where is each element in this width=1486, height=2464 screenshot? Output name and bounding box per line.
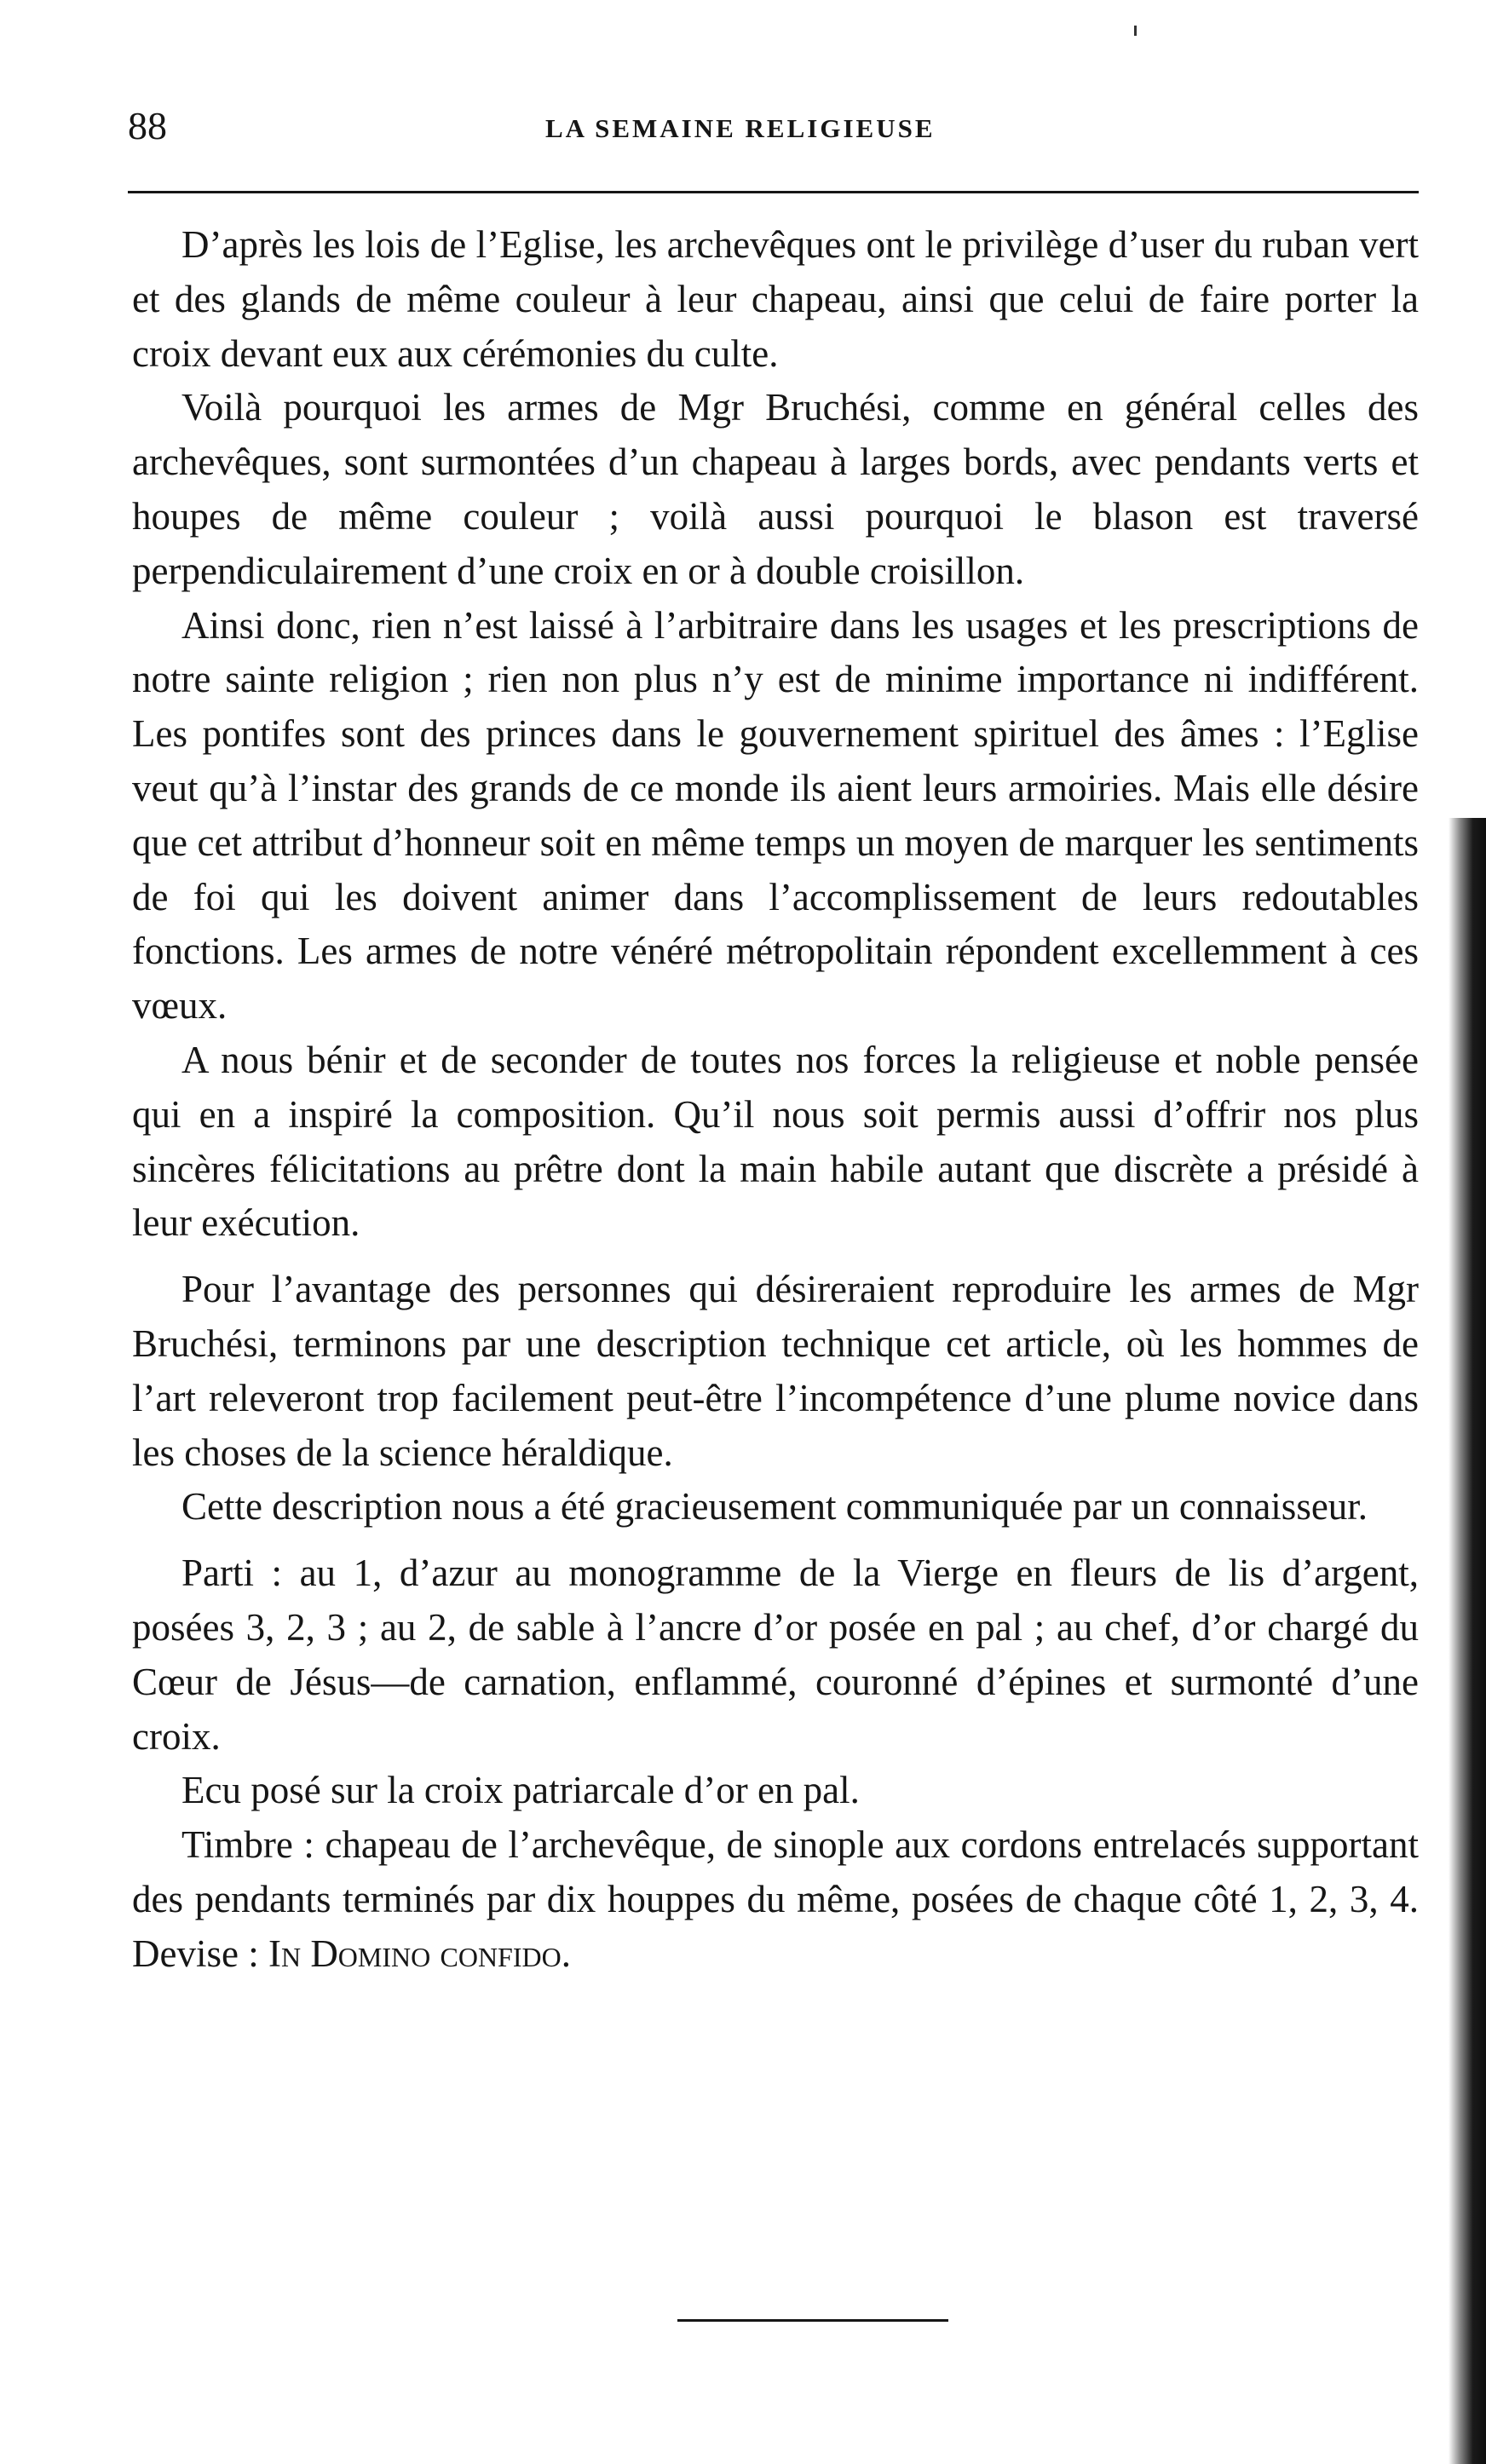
paragraph: Cette description nous a été gracieusement communiquée par un connaisseur.	[181, 1485, 1368, 1528]
timbre-text: Timbre : chapeau de l’archevêque, de sinople aux cordons entrelacés supportant des pendants terminés par dix houppes du même, posées de chaque côté 1, 2, 3, 4. Devise :	[132, 1823, 1419, 1975]
motto: In Domino confido.	[268, 1931, 571, 1975]
body-text	[132, 218, 1419, 1982]
paragraph: D’après les lois de l’Eglise, les archevêques ont le privilège d’user du ruban vert et des glands de même couleur à leur chapeau, ainsi que celui de faire porter la croix devant eux aux cérémonies du culte.	[132, 223, 1419, 375]
header-rule	[128, 191, 1419, 193]
paragraph-timbre	[132, 1818, 1419, 1981]
end-rule	[677, 2319, 948, 2322]
paragraph: A nous bénir et de seconder de toutes nos forces la religieuse et noble pensée qui en a inspiré la composition. Qu’il nous soit permis aussi d’offrir nos plus sincères félicitations au prêtre dont la main habile autant que discrète a présidé à leur exécution.	[132, 1038, 1419, 1245]
paragraph: Pour l’avantage des personnes qui désireraient reproduire les armes de Mgr Bruchési, terminons par une description technique cet article, où les hommes de l’art releveront trop facilement peut-être l’incompétence d’une plume novice dans les choses de la science héraldique.	[132, 1268, 1419, 1474]
page-number: 88	[128, 104, 167, 147]
paragraph: Ainsi donc, rien n’est laissé à l’arbitraire dans les usages et les prescriptions de notre sainte religion ; rien non plus n’y est de minime importance ni indifférent. Les pontifes sont des princes dans le gouvernement spirituel des âmes : l’Eglise veut qu’à l’instar des grands de ce monde ils aient leurs armoiries. Mais elle désire que cet attribut d’honneur soit en même temps un moyen de marquer les sentiments de foi qui les doivent animer dans l’accomplissement de leurs redoutables fonctions. Les armes de notre vénéré métropolitain répondent excellemment à ces vœux.	[132, 603, 1419, 1028]
paragraph: Voilà pourquoi les armes de Mgr Bruchési, comme en général celles des archevêques, sont surmontées d’un chapeau à larges bords, avec pendants verts et houpes de même couleur ; voilà aussi pourquoi le blason est traversé perpendiculairement d’une croix en or à double croisillon.	[132, 386, 1419, 592]
running-title: LA SEMAINE RELIGIEUSE	[545, 113, 936, 143]
paragraph: Parti : au 1, d’azur au monogramme de la Vierge en fleurs de lis d’argent, posées 3, 2, 3 ; au 2, de sable à l’ancre d’or posée en pal ; au chef, d’or chargé du Cœur de Jésus—de carnation, enflammé, couronné d’épines et surmonté d’une croix.	[132, 1552, 1419, 1758]
scan-mark	[1134, 26, 1137, 36]
binding-shadow	[1449, 818, 1486, 2464]
paragraph: Ecu posé sur la croix patriarcale d’or en pal.	[181, 1769, 860, 1812]
